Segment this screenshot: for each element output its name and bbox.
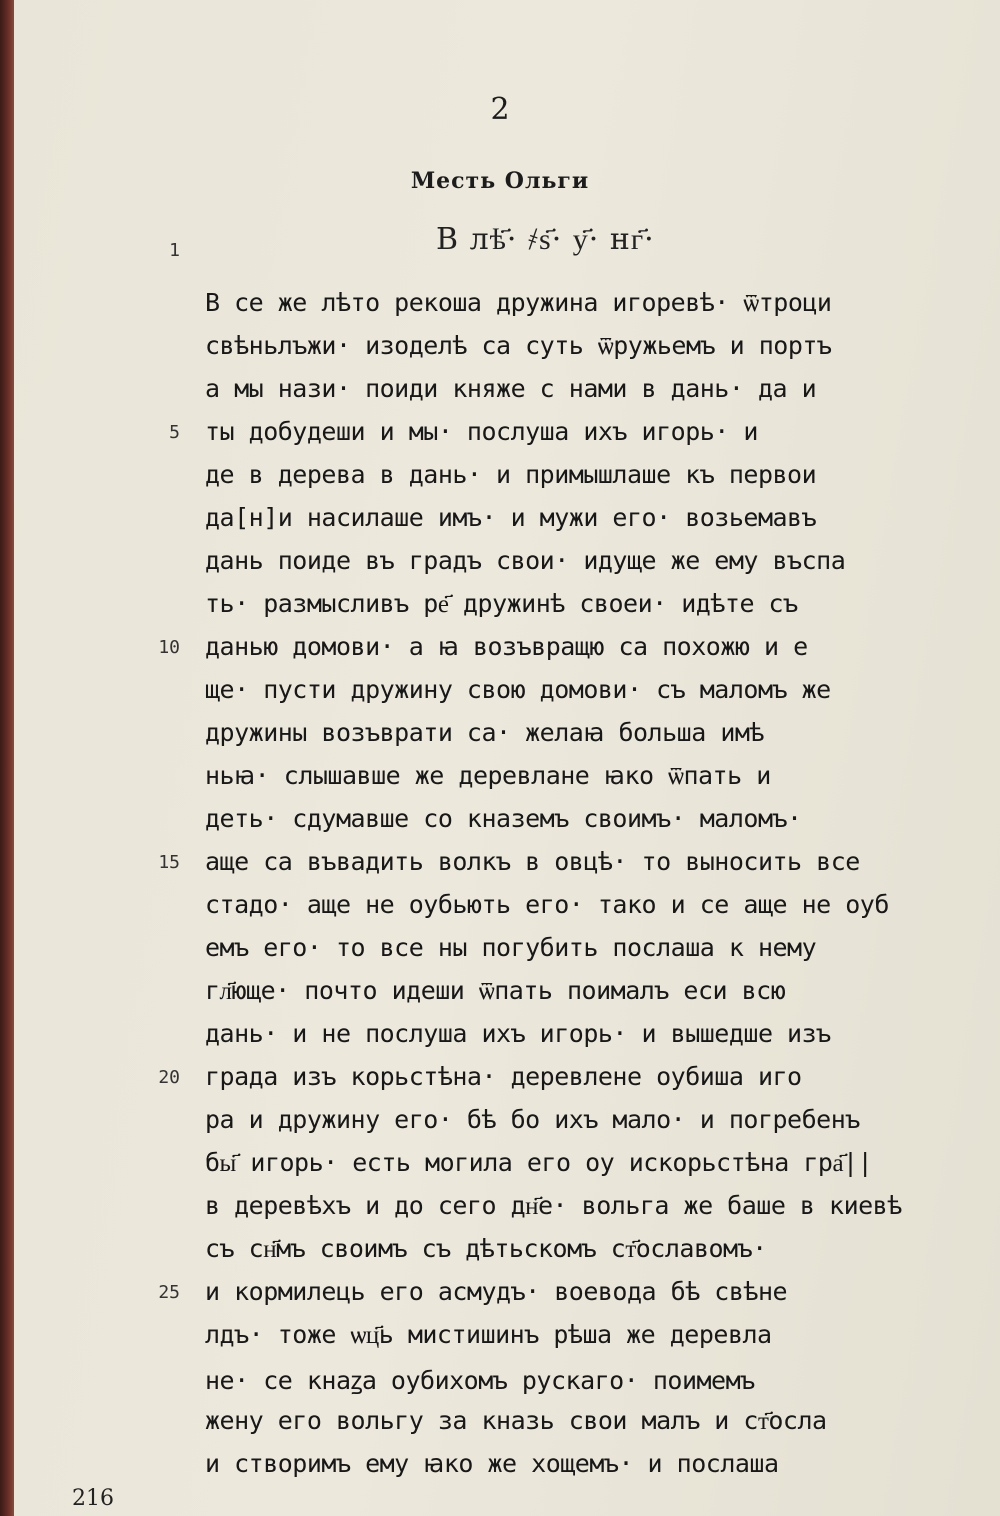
- text-line: стадо· аще не оубьють его· тако и се аще не оуб: [205, 890, 889, 919]
- text-line: а мы нази· поиди княже с нами в дань· да и: [205, 374, 817, 403]
- text-line: В се же лѣто рекоша дружина игоревѣ· ѿтроци: [205, 288, 832, 317]
- text-line: жену его вольгу за кназь свои малъ и ст҃осла: [205, 1406, 827, 1435]
- text-line: ра и дружину его· бѣ бо ихъ мало· и погребенъ: [205, 1105, 860, 1134]
- year-heading: В лѣ҃· ҂ѕ҃· у҃· нг҃·: [436, 222, 655, 257]
- text-line: да[н]и насилаше имъ· и мужи его· возьемавъ: [205, 503, 817, 532]
- line-number: 20: [158, 1067, 180, 1088]
- chapter-title: Месть Ольги: [410, 168, 590, 194]
- text-line: и кормилець его асмудъ· воевода бѣ свѣне: [205, 1277, 788, 1306]
- text-line: в деревѣхъ и до сего дн҃е· вольга же баше в киевѣ: [205, 1191, 902, 1220]
- book-cover-edge: [0, 0, 14, 1516]
- text-line: съ сн҃мъ своимъ съ дѣтьскомъ ст҃ославомъ·: [205, 1234, 767, 1263]
- line-number: 25: [158, 1282, 180, 1303]
- text-line: бы҃ игорь· есть могила его оу искорьстѣна гра҃||: [205, 1148, 873, 1177]
- text-line: емъ его· то все ны погубить послаша к нему: [205, 933, 817, 962]
- text-line: деть· сдумавше со кназемъ своимъ· маломъ·: [205, 804, 802, 833]
- text-line: ть· размысливъ ре҃ дружинѣ своеи· идѣте съ: [205, 589, 798, 618]
- line-number: 1: [169, 240, 180, 261]
- chapter-number: 2: [490, 92, 510, 127]
- text-line: не· се кнаꙁа оубихомъ рускаго· поимемъ: [205, 1366, 755, 1395]
- line-number: 5: [169, 422, 180, 443]
- text-line: дань поиде въ градъ свои· идуще же ему въспа: [205, 546, 846, 575]
- text-line: лдъ· тоже ѡц҃ь мистишинъ рѣша же деревла: [205, 1320, 772, 1349]
- text-line: дружины возъврати са· желаꙗ больша имѣ: [205, 718, 764, 747]
- line-number: 10: [158, 637, 180, 658]
- page-number: 216: [72, 1486, 114, 1511]
- text-line: де в дерева в дань· и примышлаше къ первои: [205, 460, 817, 489]
- text-line: дань· и не послуша ихъ игорь· и вышедше изъ: [205, 1019, 831, 1048]
- text-line: ще· пусти дружину свою домови· съ маломъ же: [205, 675, 831, 704]
- line-number: 15: [158, 852, 180, 873]
- text-line: гл҃юще· почто идеши ѿпать поималъ еси всю: [205, 976, 786, 1005]
- text-line: данью домови· а ꙗ возъвращю са похожю и е: [205, 632, 808, 661]
- text-line: ньꙗ· слышавше же деревлане ꙗко ѿпать и: [205, 761, 771, 790]
- text-line: и створимъ ему ꙗко же хощемъ· и послаша: [205, 1449, 779, 1478]
- text-line: ты добудеши и мы· послуша ихъ игорь· и: [205, 417, 758, 446]
- text-line: града изъ корьстѣна· деревлене оубиша иго: [205, 1062, 802, 1091]
- text-line: свѣньлъжи· изоделѣ са суть ѿружьемъ и портъ: [205, 331, 832, 360]
- text-line: аще са въвадить волкъ в овцѣ· то выносить все: [205, 847, 860, 876]
